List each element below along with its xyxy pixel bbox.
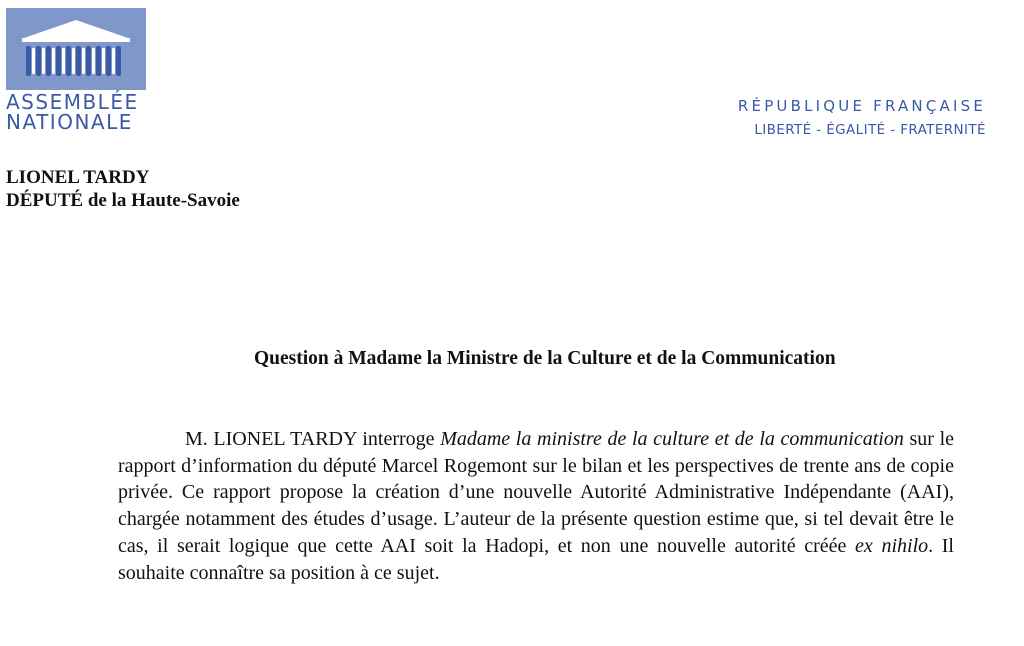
assemblee-nationale-logo (6, 8, 148, 132)
author-name: LIONEL TARDY (6, 167, 150, 188)
body-segment-5: . Il souhaite connaître sa position à ce sujet. (118, 534, 954, 584)
author-block (6, 166, 240, 212)
question-body (118, 426, 954, 586)
body-segment-3: sur le rapport d’information du député Marcel Rogemont sur le bilan et les perspectives de trente ans de copie privée. Ce rapport propose la création d’une nouvelle Autorité Administrative Indépendante (AAI), chargée notamment des études d’usage. L’auteur de la présente question estime que, si tel devait être le cas, il serait logique que cette AAI soit la Hadopi, et non une nouvelle autorité créée (118, 428, 955, 557)
hemicycle-columns-icon (6, 8, 146, 90)
republique-header (738, 96, 986, 140)
body-segment-ex-nihilo: ex nihilo (855, 534, 929, 557)
question-paragraph (118, 426, 954, 586)
author-title: DÉPUTÉ de la Haute-Savoie (6, 190, 240, 211)
republique-francaise: RÉPUBLIQUE FRANÇAISE (737, 97, 986, 115)
logo-wordmark (6, 92, 148, 132)
question-title: Question à Madame la Ministre de la Culture et de la Communication (254, 348, 836, 369)
logo-line-2: NATIONALE (6, 110, 133, 134)
body-segment-1: M. LIONEL TARDY interroge (185, 428, 441, 450)
body-segment-minister: Madame la ministre de la culture et de la communication (440, 428, 904, 450)
republic-motto: LIBERTÉ - ÉGALITÉ - FRATERNITÉ (754, 122, 986, 138)
logo-line-1: ASSEMBLÉE (6, 90, 139, 114)
